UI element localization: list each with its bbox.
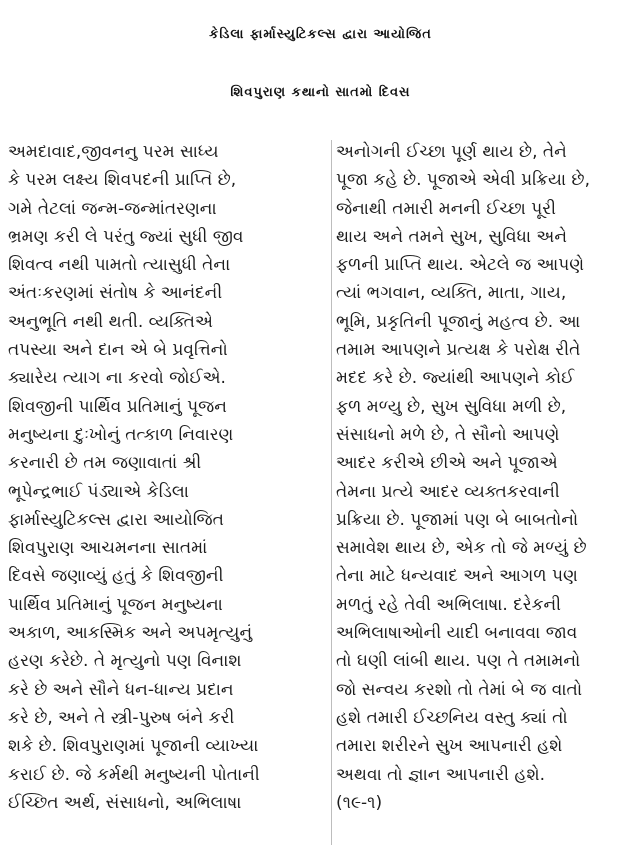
body-text-line: અકાળ, આકસ્મિક અને અપમૃત્યુનું	[8, 623, 253, 644]
body-text-line: તેના માટે ધન્યવાદ અને આગળ પણ	[336, 566, 578, 587]
body-text-line: હશે તમારી ઈચ્છનિય વસ્તુ ક્યાં તો	[336, 707, 568, 728]
body-text-line: ફાર્માસ્યુટિકલ્સ દ્વારા આયોજિત	[8, 509, 224, 530]
column-divider	[331, 140, 332, 845]
body-text-line: ક્યારેય ત્યાગ ના કરવો જોઈએ.	[8, 368, 226, 389]
body-text-line: શિવત્વ નથી પામતો ત્યાસુધી તેના	[8, 255, 231, 276]
body-text-line: (૧૯-૧)	[336, 792, 383, 813]
body-text-line: તો ઘણી લાંબી થાય. પણ તે તમામનો	[336, 651, 581, 672]
body-text-line: હરણ કરેછે. તે મૃત્યુનો પણ વિનાશ	[8, 651, 242, 672]
headline-line-1: કેડિલા ફાર્માસ્યુટિકલ્સ દ્વારા આયોજિત	[209, 27, 432, 42]
body-text-line: સંસાધનો મળે છે, તે સૌનો આપણે	[336, 424, 560, 445]
body-text-line: અંતઃકરણમાં સંતોષ કે આનંદની	[8, 283, 223, 304]
body-text-line: ઈચ્છિત અર્થ, સંસાધનો, અભિલાષા	[8, 792, 242, 813]
body-text-line: કે પરમ લક્ષ્ય શિવપદની પ્રાપ્તિ છે,	[8, 170, 237, 191]
body-text-line: પાર્થિવ પ્રતિમાનું પૂજન મનુષ્યના	[8, 594, 223, 615]
headline	[0, 6, 641, 122]
body-text-line: ભૂમિ, પ્રકૃતિની પૂજાનું મહત્વ છે. આ	[336, 311, 581, 332]
body-text-line: અમદાવાદ,જીવનનુ પરમ સાધ્ય	[8, 142, 219, 162]
body-text-line: જેનાથી તમારી મનની ઈચ્છા પૂરી	[336, 198, 556, 219]
body-text-line: ગમે તેટલાં જન્મ-જન્માંતરણના	[8, 198, 217, 219]
body-text-line: કરે છે, અને તે સ્ત્રી-પુરુષ બંને કરી	[8, 707, 235, 728]
body-text-line: સમાવેશ થાય છે, એક તો જે મળ્યું છે	[336, 538, 587, 559]
article-column-right	[336, 138, 636, 817]
body-text-line: આદર કરીએ છીએ અને પૂજાએ	[336, 453, 558, 474]
body-text-line: મનુષ્યના દુઃખોનું તત્કાળ નિવારણ	[8, 424, 234, 445]
body-text-line: દિવસે જણાવ્યું હતું કે શિવજીની	[8, 566, 224, 587]
body-text-line: પૂજા કહે છે. પૂજાએ એવી પ્રક્રિયા છે,	[336, 170, 590, 191]
body-text-line: શિવજીની પાર્થિવ પ્રતિમાનું પૂજન	[8, 396, 227, 417]
headline-line-2: શિવપુરાણ કથાનો સાતમો દિવસ	[230, 85, 411, 100]
body-text-line: ફળ મળ્યુ છે, સુખ સુવિધા મળી છે,	[336, 396, 567, 417]
body-text-line: તેમના પ્રત્યે આદર વ્યક્તકરવાની	[336, 481, 560, 502]
body-text-line: કરે છે અને સૌને ધન-ધાન્ય પ્રદાન	[8, 679, 234, 700]
body-text-line: ત્યાં ભગવાન, વ્યક્તિ, માતા, ગાય,	[336, 283, 567, 304]
body-text-line: અભિલાષાઓની યાદી બનાવવા જાવ	[336, 623, 578, 644]
body-text-line: પ્રક્રિયા છે. પૂજામાં પણ બે બાબતોનો	[336, 509, 579, 530]
body-text-line: શકે છે. શિવપુરાણમાં પૂજાની વ્યાખ્યા	[8, 736, 259, 757]
body-text-line: મળતું રહે તેવી અભિલાષા. દરેકની	[336, 594, 562, 615]
body-text-line: અનોગની ઈચ્છા પૂર્ણ થાય છે, તેને	[336, 142, 567, 162]
body-text-line: અનુભૂતિ નથી થતી. વ્યક્તિએ	[8, 311, 213, 332]
body-text-line: તમામ આપણને પ્રત્યક્ષ કે પરોક્ષ રીતે	[336, 340, 581, 361]
body-text-line: તમારા શરીરને સુખ આપનારી હશે	[336, 736, 563, 757]
body-text-line: અથવા તો જ્ઞાન આપનારી હશે.	[336, 764, 545, 785]
body-text-line: કરનારી છે તમ જણાવાતાં શ્રી	[8, 453, 202, 474]
body-text-line: ભૂપેન્દ્રભાઈ પંડ્યાએ કેડિલા	[8, 481, 189, 502]
body-text-line: ફળની પ્રાપ્તિ થાય. એટલે જ આપણે	[336, 255, 585, 276]
body-text-line: થાય અને તમને સુખ, સુવિધા અને	[336, 226, 567, 247]
article-column-left	[8, 138, 326, 817]
body-text-line: ભ્રમણ કરી લે પરંતુ જ્યાં સુધી જીવ	[8, 226, 244, 247]
body-text-line: જો સન્વય કરશો તો તેમાં બે જ વાતો	[336, 679, 583, 700]
body-text-line: શિવપુરાણ આચમનના સાતમાં	[8, 538, 208, 559]
body-text-line: મદદ કરે છે. જ્યાંથી આપણને કોઈ	[336, 368, 575, 389]
body-text-line: તપસ્યા અને દાન એ બે પ્રવૃત્તિનો	[8, 340, 228, 361]
body-text-line: કરાઈ છે. જે કર્મથી મનુષ્યની પોતાની	[8, 764, 260, 785]
